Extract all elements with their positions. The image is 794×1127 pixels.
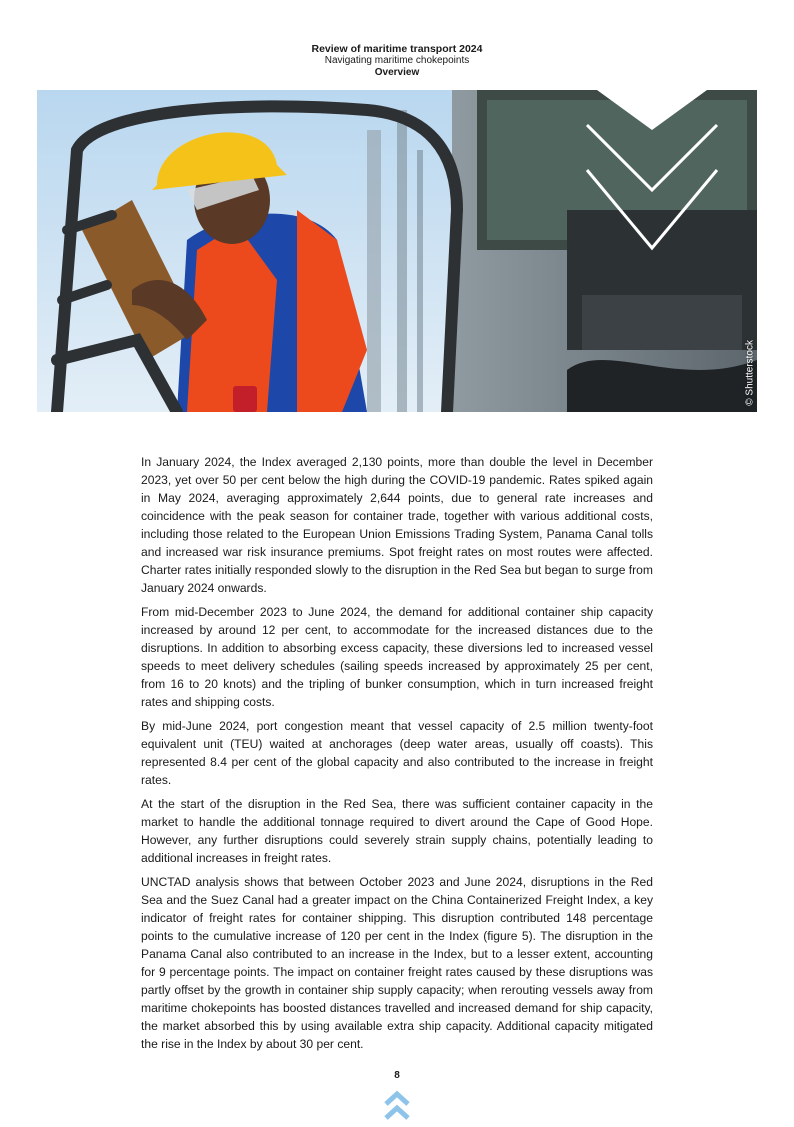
paragraph: UNCTAD analysis shows that between October 2023 and June 2024, disruptions in the Red Sea and the Suez Canal had a greater impact on the China Containerized Freight Index, a key indicator of freight rates for container shipping. This disruption contributed 148 percentage points to the cumulative increase of 120 per cent in the Index (figure 5). The disruption in the Panama Canal also contributed to an increase in the Index, but to a lesser extent, accounting for 9 percentage points. The impact on container freight rates caused by these disruptions was partly offset by the growth in container ship supply capacity; when rerouting vessels away from maritime chokepoints has boosted distances travelled and increased demand for ship capacity, the market absorbed this by using available extra ship capacity. Additional capacity mitigated the rise in the Index by about 30 per cent. [141, 875, 653, 1051]
paragraph: By mid-June 2024, port congestion meant that vessel capacity of 2.5 million twenty-foot equivalent unit (TEU) waited at anchorages (deep water areas, usually off coasts). This represented 8.4 per cent of the global capacity and also contributed to the increase in freight rates. [141, 719, 653, 787]
paragraph: At the start of the disruption in the Red Sea, there was sufficient container capacity in the market to handle the additional tonnage required to divert around the Cape of Good Hope. However, any further disruptions could severely strain supply chains, potentially leading to additional increases in freight rates. [141, 797, 653, 865]
page-header [0, 43, 794, 79]
worker-illustration [37, 90, 757, 412]
chevron-up-icon [384, 1090, 410, 1122]
photo-credit: © Shutterstock [745, 340, 756, 406]
body-text [141, 453, 653, 1059]
section-title: Overview [374, 67, 420, 78]
paragraph: From mid-December 2023 to June 2024, the demand for additional container ship capacity increased by around 12 per cent, to accommodate for the increased distances due to the disruptions. In addition to absorbing excess capacity, these diversions led to increased vessel speeds to meet delivery schedules (sailing speeds increased by approximately 25 per cent, from 16 to 20 knots) and the tripling of bunker consumption, which in turn increased freight rates and shipping costs. [141, 605, 653, 709]
paragraph: In January 2024, the Index averaged 2,130 points, more than double the level in December 2023, yet over 50 per cent below the high during the COVID-19 pandemic. Rates spiked again in May 2024, averaging approximately 2,644 points, due to general rate increases and coincidence with the peak season for container trade, together with various additional costs, including those related to the European Union Emissions Trading System, Panama Canal tolls and increased war risk insurance premiums. Spot freight rates on most routes were affected. Charter rates initially responded slowly to the disruption in the Red Sea but began to surge from January 2024 onwards. [141, 455, 653, 595]
back-to-top-button[interactable] [384, 1090, 410, 1122]
report-subtitle: Navigating maritime chokepoints [324, 55, 470, 66]
page-number: 8 [394, 1070, 400, 1081]
hero-photo [37, 90, 757, 412]
report-title: Review of maritime transport 2024 [311, 43, 483, 55]
